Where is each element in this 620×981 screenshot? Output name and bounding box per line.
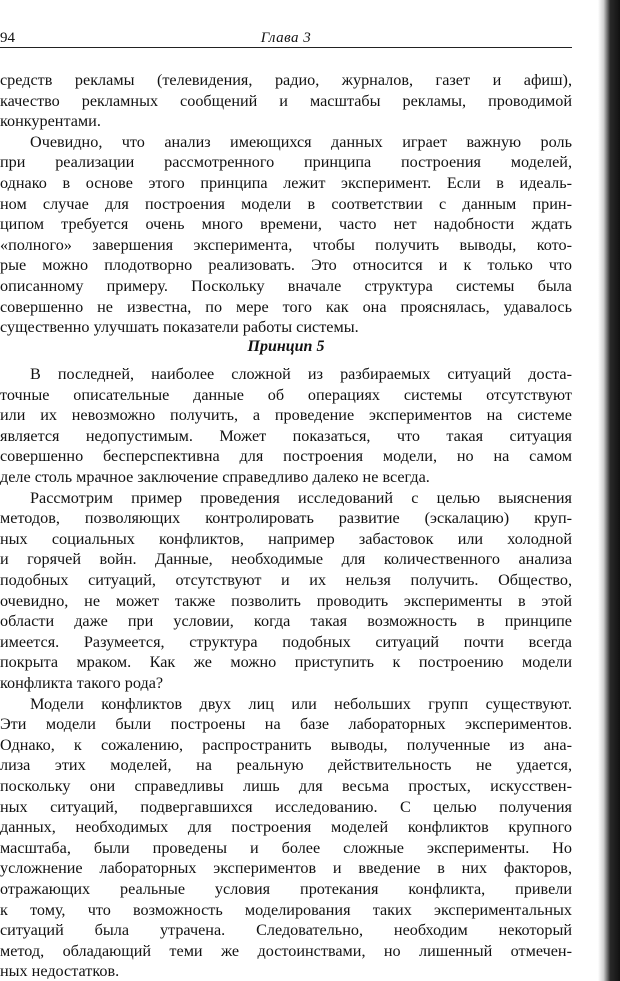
page-header: [0, 28, 572, 48]
text-line: ситуаций была утрачена. Следовательно, необходим некоторый: [0, 921, 572, 940]
text-line: совершенно не известна, по мере того как она прояснялась, удавалось: [0, 297, 572, 316]
text-line: при реализации рассмотренного принципа построения моделей,: [0, 153, 572, 172]
text-line: конкурентами.: [0, 112, 101, 131]
text-line: однако в основе этого принципа лежит эксперимент. Если в идеаль-: [0, 174, 572, 192]
text-line: ном случае для построения модели в соответствии с данным прин-: [0, 194, 572, 213]
text-line: описанному примеру. Поскольку вначале структура системы была: [0, 277, 572, 295]
text-line: и горячей войн. Данные, необходимые для количественного анализа: [0, 550, 572, 569]
text-line: масштаба, были проведены и более сложные эксперименты. Но: [0, 838, 572, 857]
text-line: существенно улучшать показатели работы системы.: [0, 318, 359, 337]
text-line: покрыта мраком. Как же можно приступить к построению модели: [0, 653, 572, 672]
text-line: к тому, что возможность моделирования таких экспериментальных: [0, 900, 572, 919]
text-line: Эти модели были построены на базе лабораторных экспериментов.: [0, 715, 572, 734]
text-line: ных недостатков.: [0, 962, 120, 981]
text-line: рые можно плодотворно реализовать. Это относится и к только что: [0, 256, 572, 275]
text-line: очевидно, не может также позволить проводить эксперименты в этой: [0, 591, 572, 610]
text-line: методов, позволяющих контролировать развитие (эскалацию) круп-: [0, 509, 572, 528]
text-line: ципом требуется очень много времени, часто нет надобности ждать: [0, 215, 572, 234]
text-line: ных социальных конфликтов, например забастовок или холодной: [0, 529, 572, 548]
text-line: является недопустимым. Может показаться, что такая ситуация: [0, 426, 572, 445]
text-line: или их невозможно получить, а проведение экспериментов на системе: [0, 406, 572, 425]
text-line: «полного» завершения эксперимента, чтобы получить выводы, кото-: [0, 235, 572, 254]
text-line: Рассмотрим пример проведения исследований с целью выяснения: [30, 488, 572, 507]
text-line: подобных ситуаций, отсутствуют и их нельзя получить. Общество,: [0, 571, 572, 589]
text-line: отражающих реальные условия протекания конфликта, привели: [0, 880, 572, 898]
text-line: Очевидно, что анализ имеющихся данных играет важную роль: [30, 132, 572, 151]
text-line: точные описательные данные об операциях системы отсутствуют: [0, 385, 572, 404]
text-line: поскольку они справедливы лишь для весьма простых, искусствен-: [0, 777, 572, 795]
text-line: качество рекламных сообщений и масштабы рекламы, проводимой: [0, 91, 572, 110]
text-line: имеется. Разумеется, структура подобных ситуаций почти всегда: [0, 632, 572, 651]
text-line: Модели конфликтов двух лиц или небольших групп существуют.: [30, 694, 572, 713]
text-line: области даже при условии, когда такая возможность в принципе: [0, 612, 572, 631]
section-heading: Принцип 5: [247, 338, 325, 355]
text-line: метод, обладающий теми же достоинствами, но лишенный отмечен-: [0, 941, 572, 960]
text-line: данных, необходимых для построения моделей конфликтов крупного: [0, 818, 572, 837]
text-line: совершенно бесперспективна для построения модели, но на самом: [0, 447, 572, 466]
text-line: Однако, к сожалению, распространить выводы, полученные из ана-: [0, 735, 572, 754]
text-line: деле столь мрачное заключение справедливо далеко не всегда.: [0, 468, 430, 486]
text-line: усложнение лабораторных экспериментов и введение в них факторов,: [0, 859, 572, 878]
running-title: Глава 3: [260, 30, 312, 46]
book-spine-shadow: [598, 0, 620, 981]
text-line: лиза этих моделей, на реальную действительность не удается,: [0, 756, 572, 775]
page-number: 94: [0, 30, 15, 46]
text-line: ных ситуаций, подвергавшихся исследованию. С целью получения: [0, 797, 572, 816]
text-line: В последней, наиболее сложной из разбираемых ситуаций доста-: [30, 365, 572, 383]
text-line: конфликта такого рода?: [0, 674, 164, 692]
text-line: средств рекламы (телевидения, радио, журналов, газет и афиш),: [0, 71, 572, 89]
